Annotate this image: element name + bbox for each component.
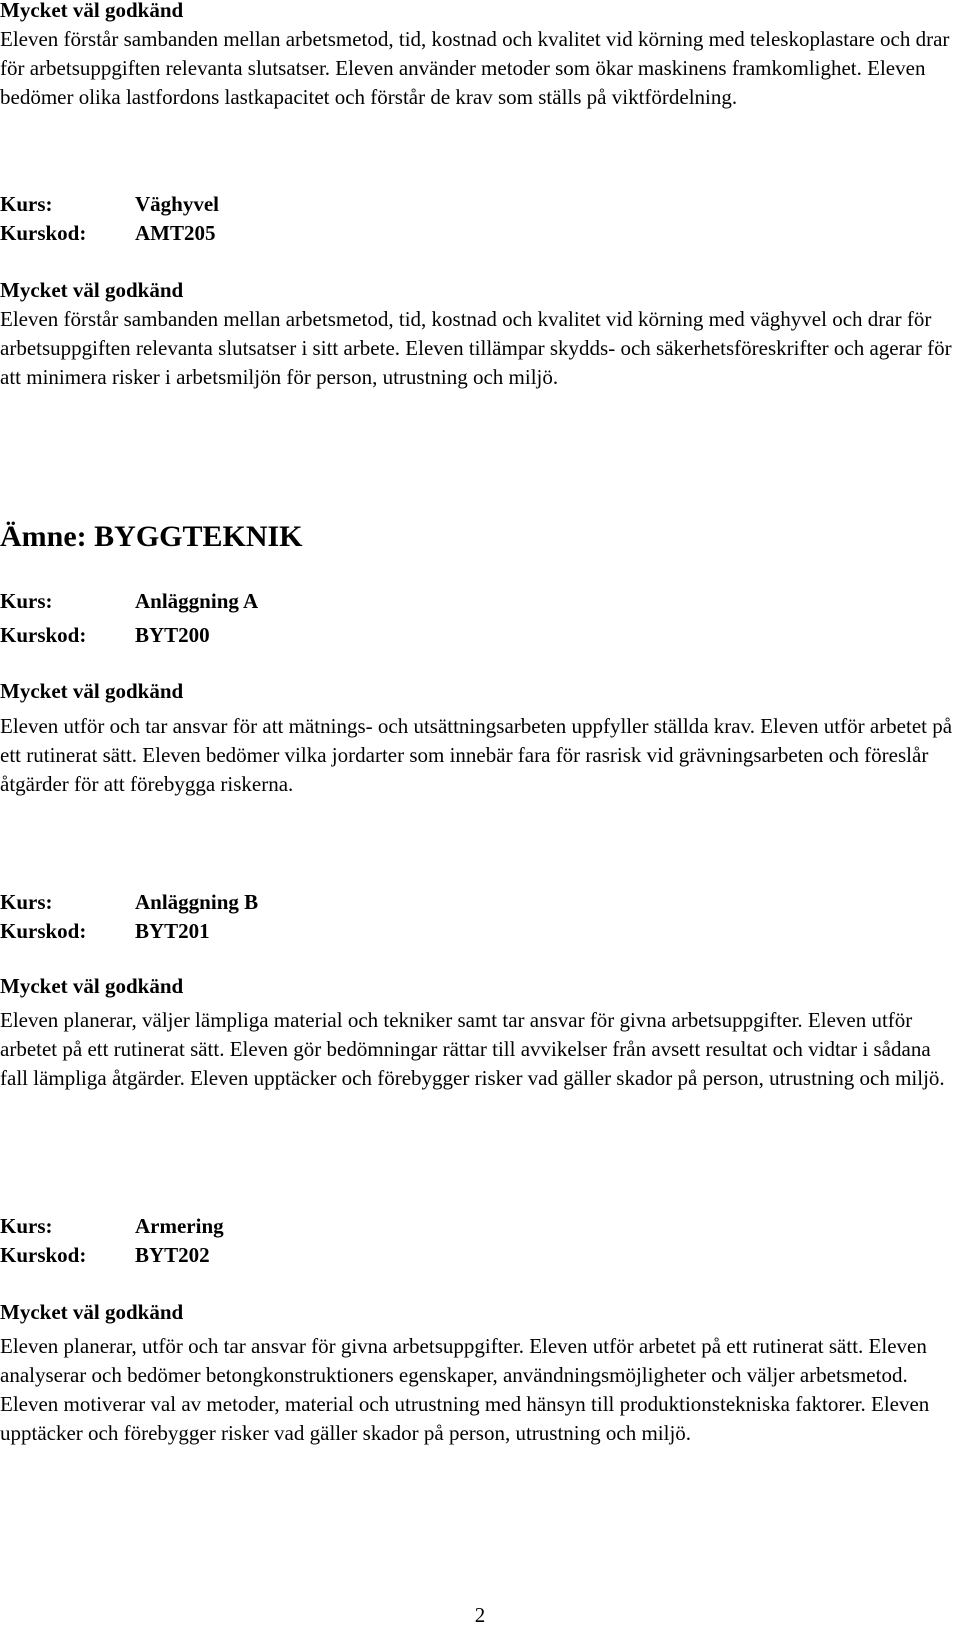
- grade-heading: Mycket väl godkänd: [0, 974, 184, 998]
- kurs-label: Kurs:: [0, 890, 53, 914]
- kurskod-label: Kurskod:: [0, 221, 87, 245]
- section-anlaggning-a: [0, 587, 958, 650]
- kurs-label: Kurs:: [0, 192, 53, 216]
- grade-heading: Mycket väl godkänd: [0, 0, 184, 22]
- section-0: [0, 0, 958, 112]
- kurskod-row: [0, 1241, 958, 1270]
- criteria-text: Eleven planerar, utför och tar ansvar för givna arbetsuppgifter. Eleven utför arbetet på ett rutinerat sätt. Eleven analyserar och bedömer betongkonstruktioners egenskaper, användningsmöjligheter och väljer arbetsmetod. Eleven motiverar val av metoder, material och utrustning med hänsyn till produktionstekniska faktorer. Eleven upptäcker och förebygger risker vad gäller skador på person, utrustning och miljö.: [0, 1334, 930, 1445]
- section-vaghyvel-body: [0, 276, 958, 392]
- criteria-text: Eleven förstår sambanden mellan arbetsmetod, tid, kostnad och kvalitet vid körning med väghyvel och drar för arbetsuppgiften relevanta slutsatser i sitt arbete. Eleven tillämpar skydds- och säkerhetsföreskrifter och agerar för att minimera risker i arbetsmiljön för person, utrustning och miljö.: [0, 307, 952, 389]
- kurs-name: Anläggning A: [135, 589, 259, 613]
- kurs-name: Väghyvel: [135, 192, 219, 216]
- kurskod-value: AMT205: [135, 221, 216, 245]
- subject-heading: Ämne: BYGGTEKNIK: [0, 520, 303, 553]
- kurskod-row: [0, 621, 958, 650]
- kurs-label: Kurs:: [0, 1214, 53, 1238]
- criteria-text: Eleven utför och tar ansvar för att mätnings- och utsättningsarbeten uppfyller ställda krav. Eleven utför arbetet på ett rutinerat sätt. Eleven bedömer vilka jordarter som innebär fara för rasrisk vid grävningsarbeten och föreslår åtgärder för att förebygga riskerna.: [0, 714, 953, 796]
- kurskod-value: BYT202: [135, 1243, 210, 1267]
- kurs-row: [0, 1212, 958, 1241]
- kurskod-value: BYT200: [135, 623, 210, 647]
- kurskod-row: [0, 917, 958, 946]
- section-anlaggning-b: [0, 888, 958, 946]
- kurskod-label: Kurskod:: [0, 623, 87, 647]
- criteria-text: Eleven förstår sambanden mellan arbetsmetod, tid, kostnad och kvalitet vid körning med teleskoplastare och drar för arbetsuppgiften relevanta slutsatser. Eleven använder metoder som ökar maskinens framkomlighet. Eleven bedömer olika lastfordons lastkapacitet och förstår de krav som ställs på viktfördelning.: [0, 27, 950, 109]
- kurskod-label: Kurskod:: [0, 919, 87, 943]
- criteria-text: Eleven planerar, väljer lämpliga material och tekniker samt tar ansvar för givna arbetsuppgifter. Eleven utför arbetet på ett rutinerat sätt. Eleven gör bedömningar rättar till avvikelser från avsett resultat och vidtar i sådana fall lämpliga åtgärder. Eleven upptäcker och förebygger risker vad gäller skador på person, utrustning och miljö.: [0, 1008, 945, 1090]
- kurs-row: [0, 190, 958, 219]
- kurskod-row: [0, 219, 958, 248]
- kurskod-value: BYT201: [135, 919, 210, 943]
- section-vaghyvel: [0, 190, 958, 248]
- grade-heading: Mycket väl godkänd: [0, 1300, 184, 1324]
- kurs-name: Anläggning B: [135, 890, 259, 914]
- kurskod-label: Kurskod:: [0, 1243, 87, 1267]
- kurs-row: [0, 888, 958, 917]
- section-anlaggning-b-body: [0, 972, 958, 1093]
- grade-heading: Mycket väl godkänd: [0, 278, 184, 302]
- section-armering-body: [0, 1298, 958, 1448]
- grade-heading: Mycket väl godkänd: [0, 679, 184, 703]
- kurs-label: Kurs:: [0, 589, 53, 613]
- section-armering: [0, 1212, 958, 1270]
- section-anlaggning-a-body: [0, 677, 958, 799]
- kurs-row: [0, 587, 958, 621]
- kurs-name: Armering: [135, 1214, 224, 1238]
- page-number: 2: [474, 1603, 486, 1627]
